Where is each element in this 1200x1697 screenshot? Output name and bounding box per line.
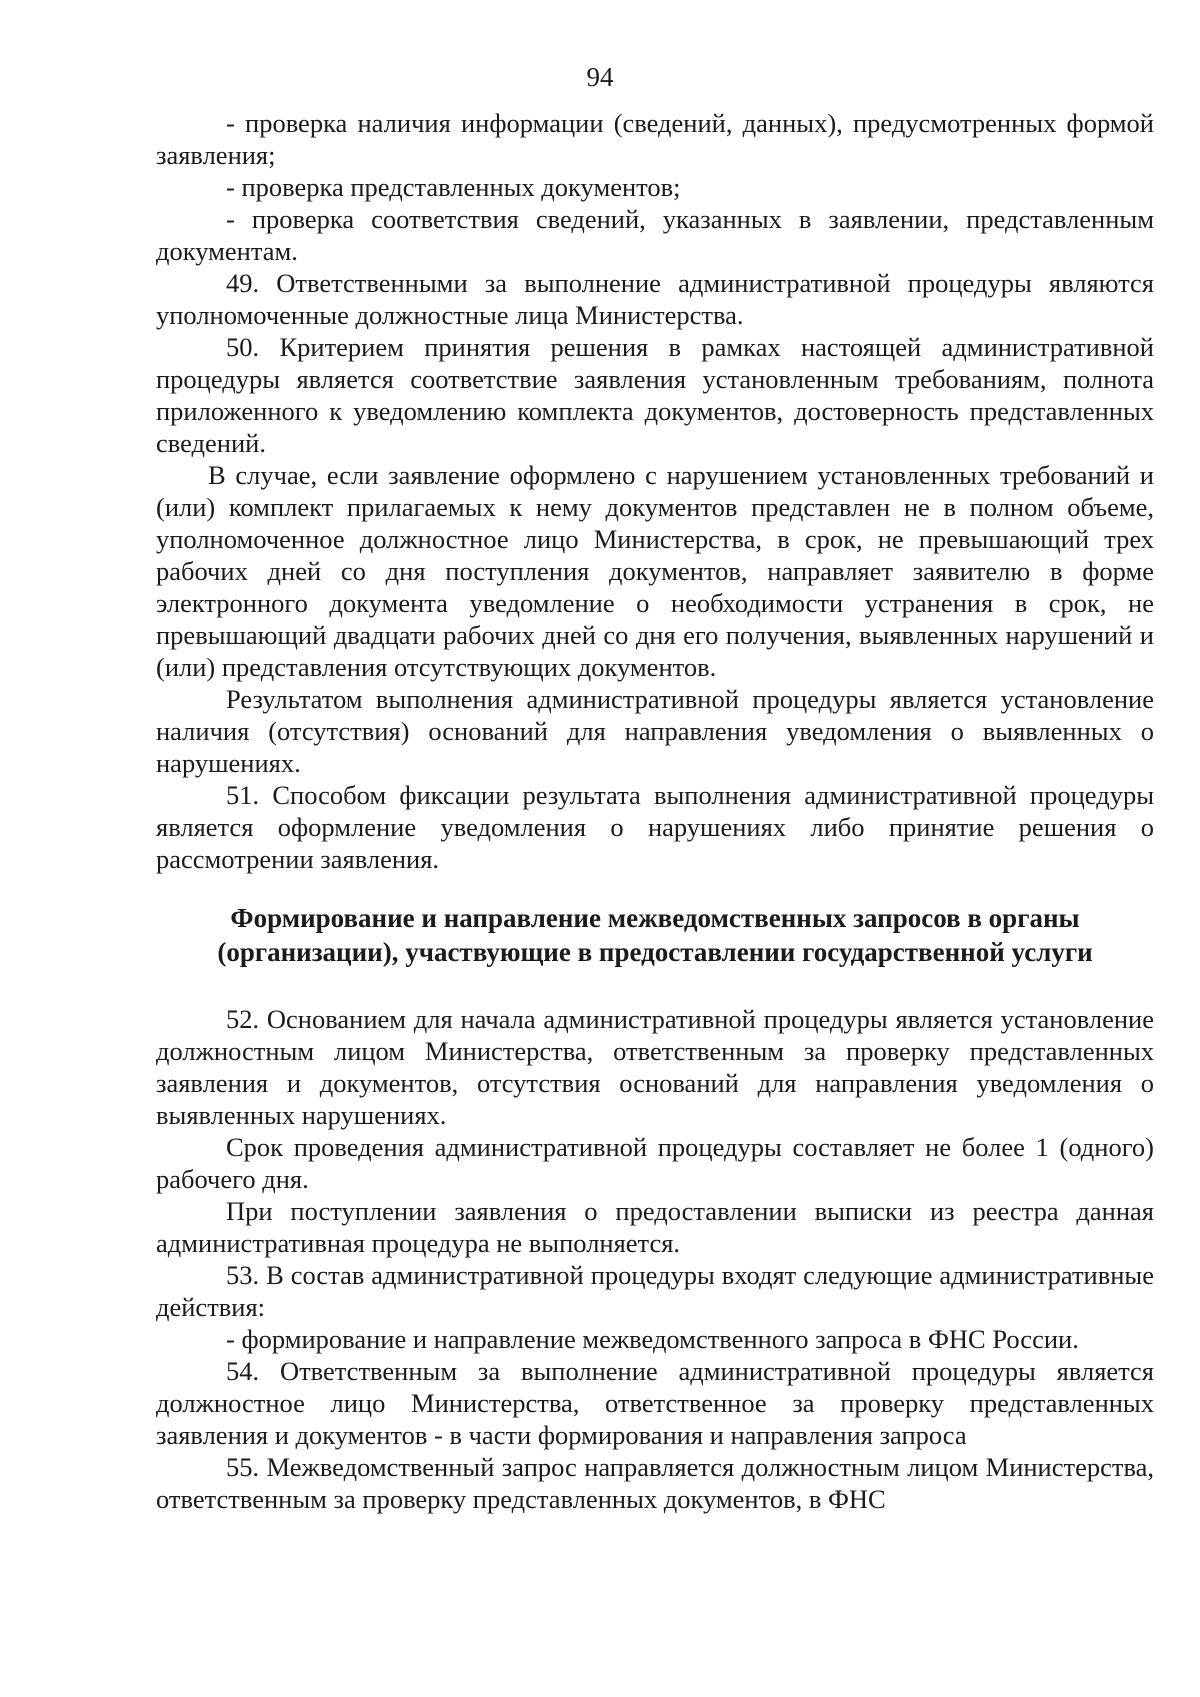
- paragraph: - проверка наличия информации (сведений, данных), предусмотренных формой заявления;: [156, 108, 1154, 170]
- paragraph: 49. Ответственными за выполнение административной процедуры являются уполномоченные должностные лица Министерства.: [156, 268, 1154, 330]
- paragraph: В случае, если заявление оформлено с нарушением установленных требований и (или) комплект прилагаемых к нему документов представлен не в полном объеме, уполномоченное должностное лицо Министерства, в срок, не превышающий трех рабочих дней со дня поступления документов, направляет заявителю в форме электронного документа уведомление о необходимости устранения в срок, не превышающий двадцати рабочих дней со дня его получения, выявленных нарушений и (или) представления отсутствующих документов.: [156, 460, 1154, 682]
- paragraph: - проверка представленных документов;: [226, 172, 681, 202]
- paragraph: - проверка соответствия сведений, указанных в заявлении, представленным документам.: [156, 204, 1154, 266]
- paragraph: 50. Критерием принятия решения в рамках настоящей административной процедуры является соответствие заявления установленным требованиям, полнота приложенного к уведомлению комплекта документов, достоверность представленных сведений.: [156, 332, 1154, 458]
- paragraph: Срок проведения административной процедуры составляет не более 1 (одного) рабочего дня.: [156, 1132, 1154, 1194]
- paragraph: Результатом выполнения административной процедуры является установление наличия (отсутствия) оснований для направления уведомления о выявленных о нарушениях.: [156, 684, 1154, 778]
- paragraph: При поступлении заявления о предоставлении выписки из реестра данная административная процедура не выполняется.: [156, 1196, 1154, 1258]
- paragraph: - формирование и направление межведомственного запроса в ФНС России.: [226, 1324, 1079, 1354]
- section-heading: [156, 901, 1154, 969]
- paragraph: 53. В состав административной процедуры входят следующие административные действия:: [156, 1260, 1154, 1322]
- paragraph: 51. Способом фиксации результата выполнения административной процедуры является оформление уведомления о нарушениях либо принятие решения о рассмотрении заявления.: [156, 780, 1154, 874]
- document-body: [156, 107, 1154, 1515]
- page-number: 94: [586, 62, 614, 92]
- section-heading-line-1: Формирование и направление межведомственных запросов в органы: [230, 903, 1080, 933]
- paragraph: 52. Основанием для начала административной процедуры является установление должностным лицом Министерства, ответственным за проверку представленных заявления и документов, отсутствия оснований для направления уведомления о выявленных нарушениях.: [156, 1004, 1154, 1130]
- paragraph: 55. Межведомственный запрос направляется должностным лицом Министерства, ответственным за проверку представленных документов, в ФНС: [156, 1452, 1154, 1514]
- paragraph: 54. Ответственным за выполнение административной процедуры является должностное лицо Министерства, ответственное за проверку представленных заявления и документов - в части формирования и направления запроса: [156, 1356, 1154, 1450]
- section-heading-line-2: (организации), участвующие в предоставлении государственной услуги: [217, 937, 1093, 967]
